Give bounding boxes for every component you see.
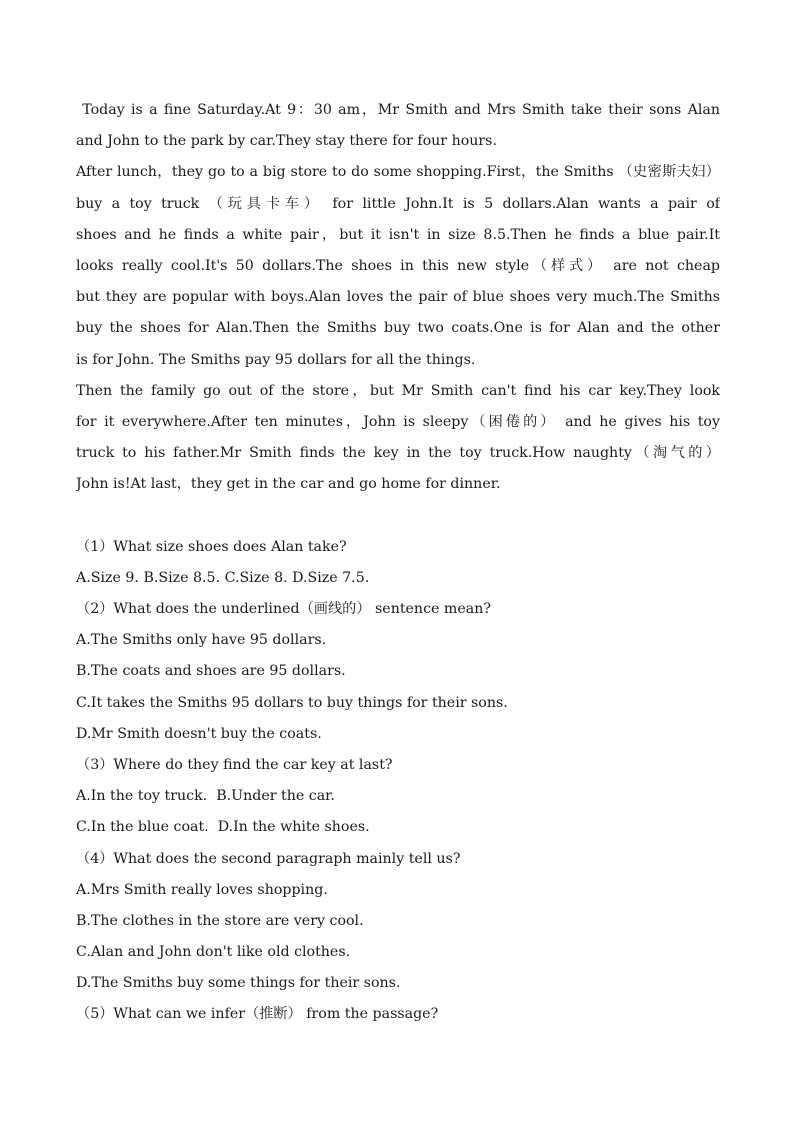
- answer-option: A.Mrs Smith really loves shopping.: [76, 881, 328, 898]
- document-content: [76, 95, 720, 1031]
- question-stem: （2）What does the underlined（画线的） sentence mean?: [76, 601, 491, 617]
- question-stem: （5）What can we infer（推断） from the passage?: [76, 1006, 439, 1023]
- answer-option: C.Alan and John don't like old clothes.: [76, 944, 351, 961]
- passage-line: After lunch，they go to a big store to do some shopping.First，the Smiths （史密斯夫妇）: [76, 164, 720, 181]
- passage-line: shoes and he finds a white pair，but it isn't in size 8.5.Then he finds a blue pair.It: [76, 226, 720, 243]
- passage-line: John is!At last，they get in the car and go home for dinner.: [76, 476, 501, 493]
- answer-option: D.The Smiths buy some things for their sons.: [76, 975, 401, 992]
- passage-line: is for John. The Smiths pay 95 dollars for all the things.: [76, 351, 476, 368]
- answer-option: B.The clothes in the store are very cool.: [76, 912, 364, 929]
- passage-line: and John to the park by car.They stay there for four hours.: [76, 133, 497, 150]
- answer-option: B.The coats and shoes are 95 dollars.: [76, 663, 346, 680]
- section-gap: [76, 500, 720, 531]
- answer-option: A.The Smiths only have 95 dollars.: [76, 632, 327, 649]
- question-stem: （1）What size shoes does Alan take?: [76, 538, 347, 555]
- passage-line: buy a toy truck （玩具卡车） for little John.It is 5 dollars.Alan wants a pair of: [76, 195, 720, 212]
- answer-option: D.Mr Smith doesn't buy the coats.: [76, 725, 322, 742]
- passage-line: Then the family go out of the store，but Mr Smith can't find his car key.They look: [76, 382, 720, 399]
- answer-option: C.It takes the Smiths 95 dollars to buy things for their sons.: [76, 694, 508, 711]
- answer-options: A.In the toy truck. B.Under the car.: [76, 788, 335, 805]
- question-stem: （4）What does the second paragraph mainly tell us?: [76, 850, 461, 867]
- passage-line: for it everywhere.After ten minutes，John is sleepy（困倦的） and he gives his toy: [76, 413, 720, 430]
- reading-passage: [76, 95, 720, 500]
- question-stem: （3）Where do they find the car key at last?: [76, 756, 393, 773]
- passage-line: looks really cool.It's 50 dollars.The shoes in this new style（样式） are not cheap: [76, 257, 720, 274]
- answer-options: C.In the blue coat. D.In the white shoes.: [76, 819, 370, 836]
- answer-options: A.Size 9. B.Size 8.5. C.Size 8. D.Size 7.5.: [76, 569, 370, 586]
- passage-line: but they are popular with boys.Alan loves the pair of blue shoes very much.The Smiths: [76, 289, 720, 306]
- passage-line: Today is a fine Saturday.At 9：30 am，Mr Smith and Mrs Smith take their sons Alan: [76, 102, 720, 118]
- question-list: [76, 532, 720, 1031]
- passage-line: buy the shoes for Alan.Then the Smiths buy two coats.One is for Alan and the other: [76, 320, 720, 337]
- passage-line: truck to his father.Mr Smith finds the key in the toy truck.How naughty（淘气的）: [76, 445, 720, 462]
